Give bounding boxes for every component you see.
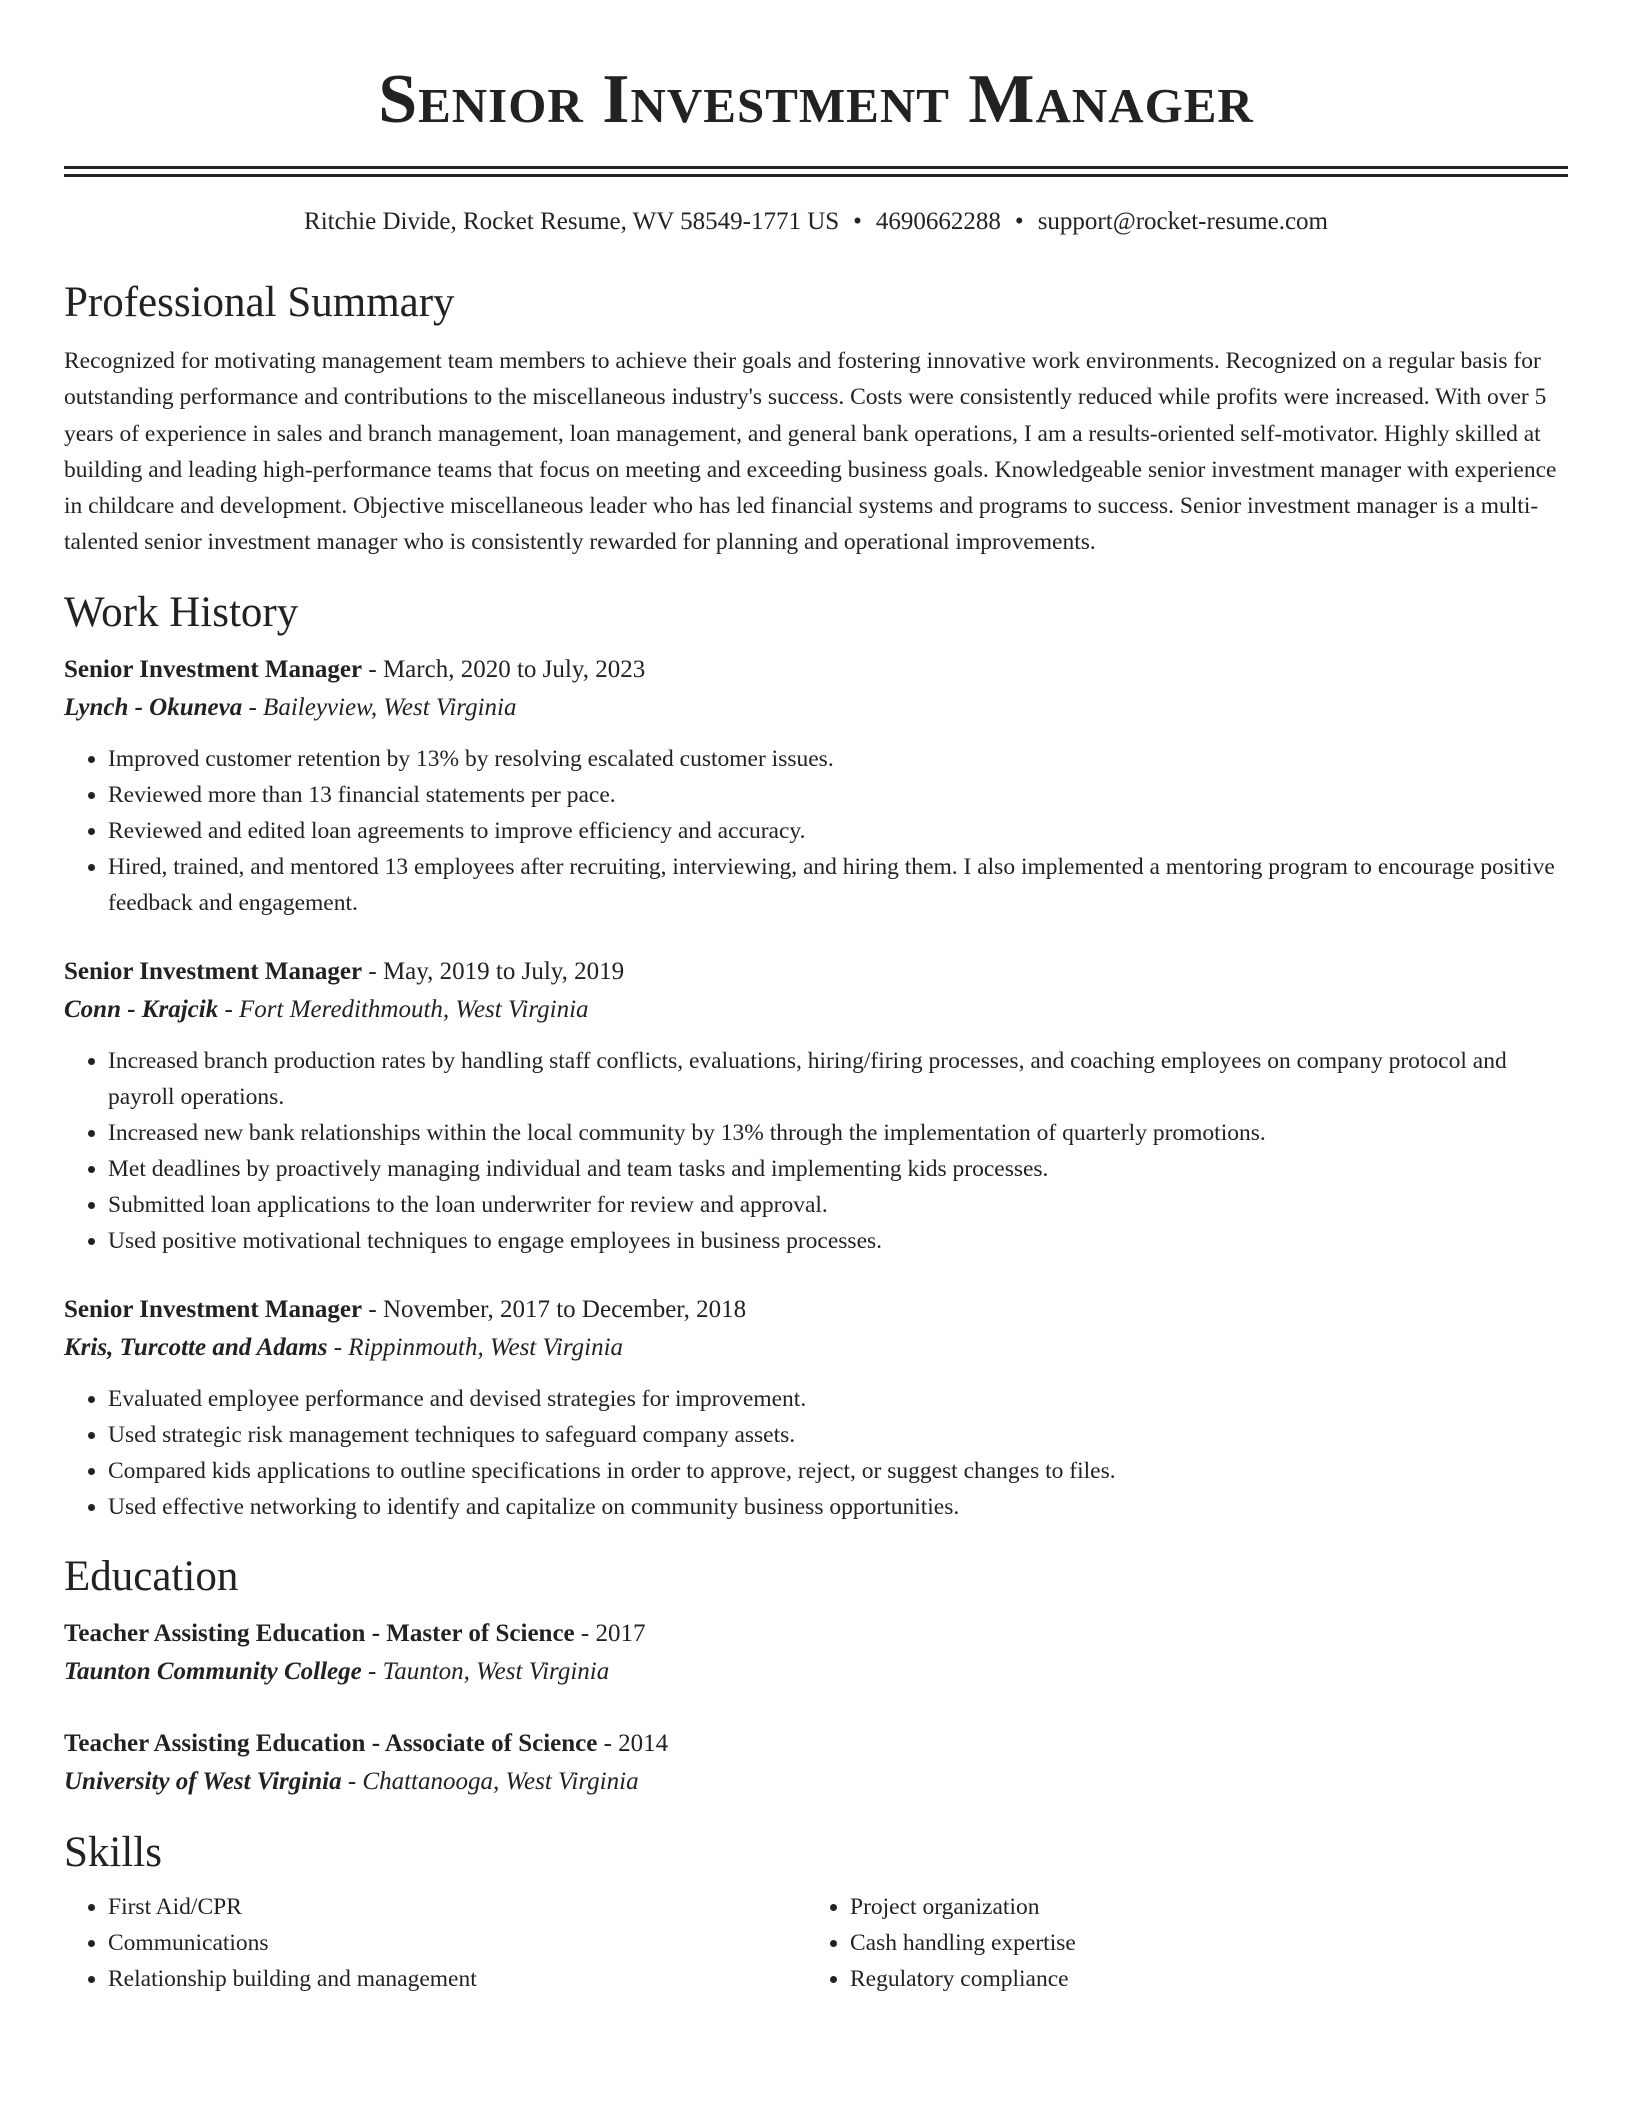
education-location: - Chattanooga, West Virginia [341,1767,639,1795]
summary-heading: Professional Summary [64,279,455,326]
job-title-line [64,953,1568,991]
job-company: Kris, Turcotte and Adams [64,1333,328,1361]
skills-list-right [806,1889,1548,1997]
job-bullet: • Reviewed more than 13 financial statements per pace. [108,777,1568,813]
summary-text: Recognized for motivating management team members to achieve their goals and fostering innovative work environments. Recognized on a regular basis for outstanding performance and contributions to the miscellaneous industry's success. Costs were consistently reduced while profits were increased. With over 5 years of experience in sales and branch management, loan management, and general bank operations, I am a results-oriented self-motivator. Highly skilled at building and leading high-performance teams that focus on meeting and exceeding business goals. Knowledgeable senior investment manager with experience in childcare and development. Objective miscellaneous leader who has led financial systems and programs to success. Senior investment manager is a multi-talented senior investment manager who is consistently rewarded for planning and operational improvements. [64,348,1557,556]
education-location: - Taunton, West Virginia [361,1657,610,1685]
education-school: University of West Virginia [64,1767,342,1795]
job-company: Conn - Krajcik [64,995,219,1023]
skill-item: • Regulatory compliance [850,1961,1548,1997]
job-bullet: • Compared kids applications to outline specifications in order to approve, reject, or suggest changes to files. [108,1453,1568,1489]
job-bullet: • Increased branch production rates by handling staff conflicts, evaluations, hiring/firing processes, and coaching employees on company protocol and payroll operations. [108,1043,1568,1115]
job-dates: - May, 2019 to July, 2019 [362,957,625,985]
skill-item: • Project organization [850,1889,1548,1925]
education-entry [64,1615,1568,1691]
contact-separator: • [853,208,862,235]
education-school-line [64,1763,1568,1801]
title-divider [64,166,1568,177]
work-history-heading: Work History [64,588,299,636]
job-bullets [64,1381,1568,1525]
job-title: Senior Investment Manager [64,1295,363,1323]
skill-item: • Relationship building and management [108,1961,806,1997]
job-title-line [64,1291,1568,1329]
job-title: Senior Investment Manager [64,655,363,683]
skills-heading: Skills [64,1828,162,1876]
education-school: Taunton Community College [64,1657,362,1685]
job-entry [64,953,1568,1259]
job-bullet: • Improved customer retention by 13% by resolving escalated customer issues. [108,741,1568,777]
job-company-line [64,689,1568,727]
job-bullet: • Evaluated employee performance and devised strategies for improvement. [108,1381,1568,1417]
education-entry [64,1725,1568,1801]
contact-line [64,207,1568,237]
education-degree-line [64,1615,1568,1653]
job-title-line [64,651,1568,689]
skill-item: • First Aid/CPR [108,1889,806,1925]
job-dates: - March, 2020 to July, 2023 [362,655,646,683]
job-company: Lynch - Okuneva [64,693,243,721]
job-bullet: • Met deadlines by proactively managing individual and team tasks and implementing kids processes. [108,1151,1568,1187]
job-entry [64,651,1568,921]
skills-grid [64,1889,1568,1997]
contact-separator: • [1014,208,1024,235]
education-degree-line [64,1725,1568,1763]
job-bullets [64,741,1568,921]
education-school-line [64,1653,1568,1691]
resume-title: Senior Investment Manager [378,61,1254,138]
education-heading: Education [64,1552,239,1600]
job-bullet: • Hired, trained, and mentored 13 employees after recruiting, interviewing, and hiring them. I also implemented a mentoring program to encourage positive feedback and engagement. [108,849,1568,921]
skill-item: • Communications [108,1925,806,1961]
job-bullet: • Used effective networking to identify and capitalize on community business opportunities. [108,1489,1568,1525]
contact-email: support@rocket-resume.com [1037,208,1328,235]
job-location: - Rippinmouth, West Virginia [327,1333,624,1361]
job-bullet: • Submitted loan applications to the loan underwriter for review and approval. [108,1187,1568,1223]
contact-address: Ritchie Divide, Rocket Resume, WV 58549-1771 US [304,208,840,235]
contact-phone: 4690662288 [875,208,1001,235]
job-location: - Baileyview, West Virginia [242,693,517,721]
skills-list-left [64,1889,806,1997]
job-title: Senior Investment Manager [64,957,363,985]
job-bullet: • Increased new bank relationships within the local community by 13% through the implementation of quarterly promotions. [108,1115,1568,1151]
education-degree: Teacher Assisting Education - Associate of Science [64,1729,598,1757]
job-bullet: • Used positive motivational techniques to engage employees in business processes. [108,1223,1568,1259]
education-year: - 2017 [574,1619,646,1647]
job-entry [64,1291,1568,1525]
skill-item: • Cash handling expertise [850,1925,1548,1961]
job-dates: - November, 2017 to December, 2018 [362,1295,747,1323]
job-company-line [64,991,1568,1029]
education-year: - 2014 [597,1729,669,1757]
job-bullet: • Reviewed and edited loan agreements to improve efficiency and accuracy. [108,813,1568,849]
education-degree: Teacher Assisting Education - Master of Science [64,1619,575,1647]
job-bullets [64,1043,1568,1259]
job-company-line [64,1329,1568,1367]
job-bullet: • Used strategic risk management techniques to safeguard company assets. [108,1417,1568,1453]
job-location: - Fort Meredithmouth, West Virginia [218,995,589,1023]
